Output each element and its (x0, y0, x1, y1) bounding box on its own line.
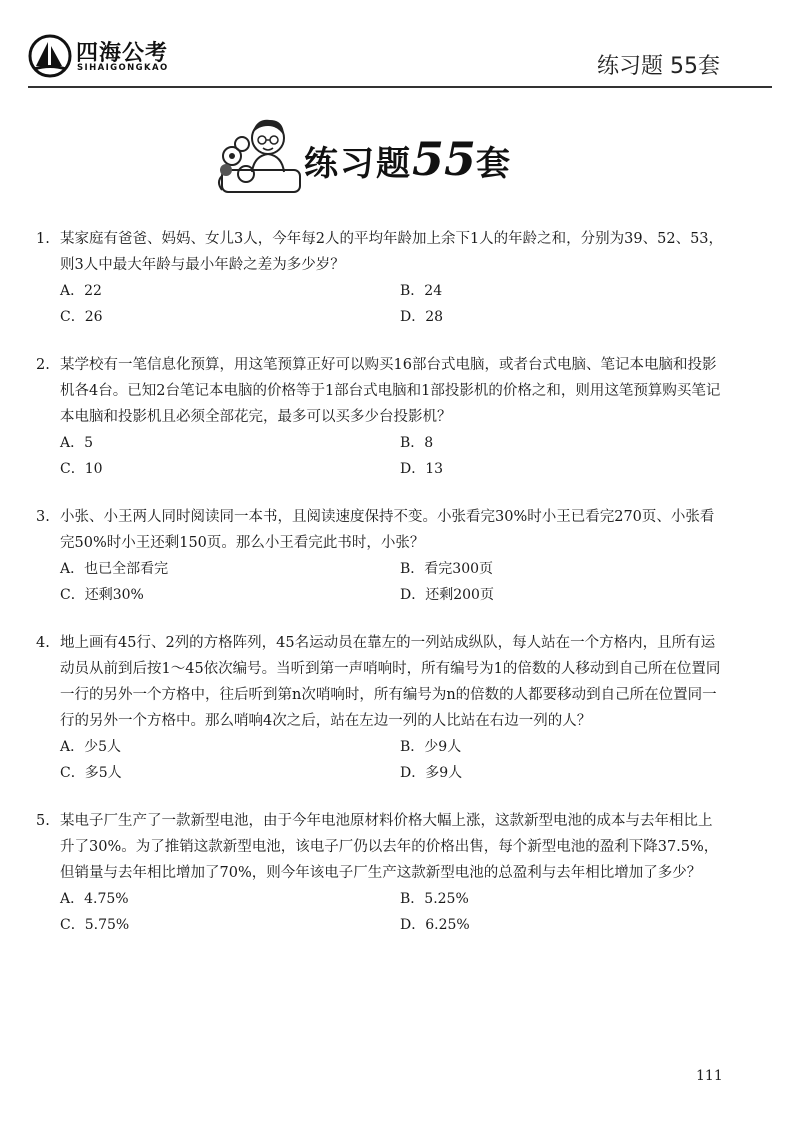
option-c: C．26 (60, 309, 103, 325)
teacher-illustration-icon (212, 112, 308, 198)
question-number: 4. (36, 635, 50, 651)
question-stem (36, 226, 726, 278)
logo-pinyin-name: SIHAIGONGKAO (77, 63, 169, 73)
option-a: A．少5人 (60, 739, 122, 755)
section-title (304, 132, 512, 186)
question-stem (36, 504, 726, 556)
question-number: 3. (36, 509, 50, 525)
option-d: D．还剩200页 (400, 587, 494, 603)
option-d: D．13 (400, 461, 444, 477)
header-title: 练习题 55套 (597, 54, 720, 79)
option-b: B．5.25% (400, 891, 469, 907)
logo-chinese-name: 四海公考 (76, 41, 169, 66)
option-b: B．看完300页 (400, 561, 494, 577)
question-number: 2. (36, 357, 50, 373)
section-banner (212, 112, 542, 198)
option-c: C．多5人 (60, 765, 122, 781)
section-title-number: 55 (412, 132, 477, 186)
option-grid (36, 430, 726, 482)
brand-logo (28, 34, 168, 78)
option-a: A．也已全部看完 (60, 561, 169, 577)
option-c: C．5.75% (60, 917, 130, 933)
question-number: 5. (36, 813, 50, 829)
question-3 (36, 504, 726, 608)
option-grid (36, 886, 726, 938)
option-a: A．4.75% (60, 891, 129, 907)
option-b: B．少9人 (400, 739, 462, 755)
option-grid (36, 278, 726, 330)
question-4 (36, 630, 726, 786)
section-title-prefix: 练习题 (304, 144, 412, 184)
option-d: D．6.25% (400, 917, 470, 933)
option-b: B．8 (400, 435, 434, 451)
question-stem (36, 808, 726, 886)
question-2 (36, 352, 726, 482)
question-list (36, 226, 726, 960)
question-text: 小张、小王两人同时阅读同一本书，且阅读速度保持不变。小张看完30%时小王已看完270页、小张看完50%时小王还剩150页。那么小王看完此书时，小张？ (60, 509, 715, 551)
header-divider (28, 86, 772, 88)
question-5 (36, 808, 726, 938)
question-text: 某电子厂生产了一款新型电池，由于今年电池原材料价格大幅上涨，这款新型电池的成本与去年相比上升了30%。为了推销这款新型电池，该电子厂仍以去年的价格出售，每个新型电池的盈利下降37.5%，但销量与去年相比增加了70%，则今年该电子厂生产这款新型电池的总盈利与去年相比增加了多少？ (60, 813, 719, 881)
page-number: 111 (696, 1068, 723, 1084)
option-c: C．还剩30% (60, 587, 144, 603)
question-stem (36, 630, 726, 734)
question-text: 某学校有一笔信息化预算，用这笔预算正好可以购买16部台式电脑，或者台式电脑、笔记本电脑和投影机各4台。已知2台笔记本电脑的价格等于1部台式电脑和1部投影机的价格之和，则用这笔预算购买笔记本电脑和投影机且必须全部花完，最多可以买多少台投影机？ (60, 357, 721, 425)
option-grid (36, 556, 726, 608)
question-stem (36, 352, 726, 430)
option-c: C．10 (60, 461, 103, 477)
option-b: B．24 (400, 283, 443, 299)
option-a: A．5 (60, 435, 94, 451)
sailboat-logo-icon (28, 34, 72, 78)
section-title-suffix: 套 (476, 144, 513, 184)
option-a: A．22 (60, 283, 102, 299)
option-d: D．28 (400, 309, 444, 325)
question-text: 地上画有45行、2列的方格阵列，45名运动员在靠左的一列站成纵队，每人站在一个方格内，且所有运动员从前到后按1～45依次编号。当听到第一声哨响时，所有编号为1的倍数的人移动到自己所在位置同一行的另外一个方格中，往后听到第n次哨响时，所有编号为n的倍数的人都要移动到自己所在位置同一行的另外一个方格中。那么哨响4次之后，站在左边一列的人比站在右边一列的人？ (60, 635, 721, 729)
option-d: D．多9人 (400, 765, 463, 781)
option-grid (36, 734, 726, 786)
question-number: 1. (36, 231, 50, 247)
page-header (0, 0, 800, 92)
question-text: 某家庭有爸爸、妈妈、女儿3人，今年每2人的平均年龄加上余下1人的年龄之和，分别为39、52、53，则3人中最大年龄与最小年龄之差为多少岁？ (60, 231, 724, 273)
question-1 (36, 226, 726, 330)
